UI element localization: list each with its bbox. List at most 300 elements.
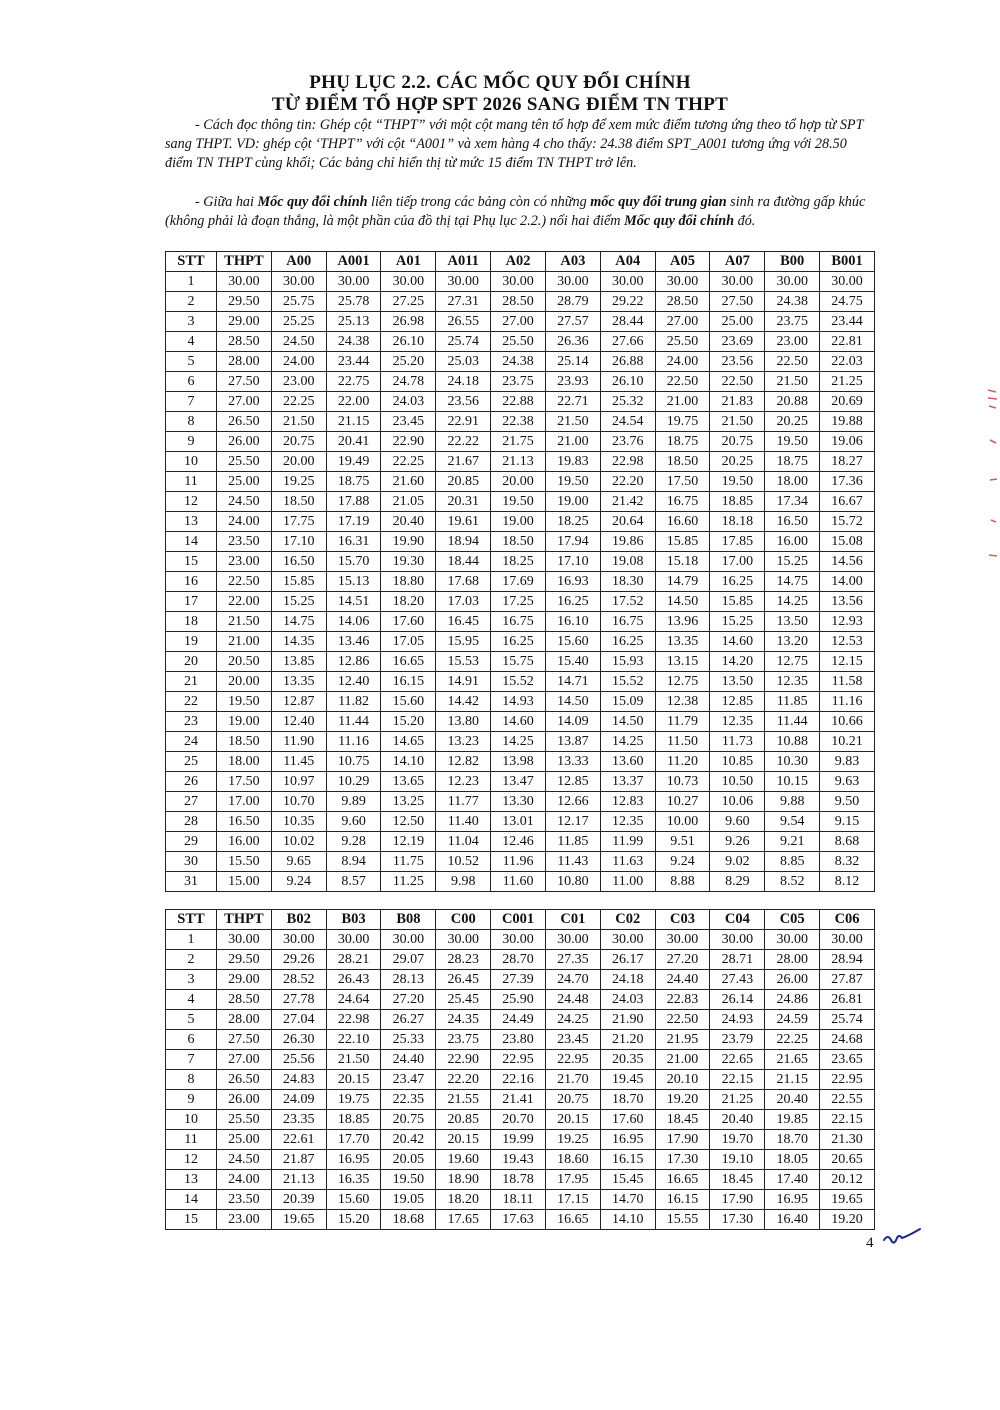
table-cell: 8.68	[820, 832, 875, 852]
table-cell: 22.25	[765, 1030, 820, 1050]
table-cell: 14.00	[820, 572, 875, 592]
table-cell: 19.50	[491, 492, 546, 512]
table-cell: 11	[166, 472, 217, 492]
table-cell: 18.45	[655, 1110, 710, 1130]
table-cell: 16.95	[765, 1190, 820, 1210]
table-cell: 24.48	[545, 990, 600, 1010]
table-cell: 19.10	[710, 1150, 765, 1170]
table-cell: 27.35	[545, 950, 600, 970]
table-cell: 20.42	[381, 1130, 436, 1150]
table-cell: 26.27	[381, 1010, 436, 1030]
table-cell: 22.55	[820, 1090, 875, 1110]
table-cell: 12.35	[600, 812, 655, 832]
table-cell: 19.00	[545, 492, 600, 512]
table-cell: 24.75	[820, 292, 875, 312]
table-cell: 24.00	[655, 352, 710, 372]
table-cell: 22.38	[491, 412, 546, 432]
table-cell: 10.97	[271, 772, 326, 792]
table-cell: 28.23	[436, 950, 491, 970]
table-row	[166, 492, 875, 512]
table-cell: 26.14	[710, 990, 765, 1010]
table-row	[166, 872, 875, 892]
table-cell: 26.36	[545, 332, 600, 352]
table-cell: 27.20	[655, 950, 710, 970]
table-cell: 26.55	[436, 312, 491, 332]
table-cell: 16.50	[765, 512, 820, 532]
table-cell: 15.45	[600, 1170, 655, 1190]
table-cell: 22.16	[491, 1070, 546, 1090]
table-cell: 20.75	[381, 1110, 436, 1130]
table-cell: 15.25	[765, 552, 820, 572]
table-row	[166, 512, 875, 532]
table-cell: 24.38	[491, 352, 546, 372]
table-cell: 13.30	[491, 792, 546, 812]
column-header: THPT	[217, 252, 272, 272]
table-cell: 18.70	[765, 1130, 820, 1150]
table-cell: 22.95	[491, 1050, 546, 1070]
table-row	[166, 672, 875, 692]
table-cell: 14.70	[600, 1190, 655, 1210]
table-cell: 20.00	[271, 452, 326, 472]
table-row	[166, 452, 875, 472]
table-cell: 8.94	[326, 852, 381, 872]
table-cell: 11.40	[436, 812, 491, 832]
table-cell: 30.00	[820, 272, 875, 292]
table-cell: 27.31	[436, 292, 491, 312]
column-header: A011	[436, 252, 491, 272]
table-cell: 17.65	[436, 1210, 491, 1230]
table-cell: 12.66	[545, 792, 600, 812]
table-cell: 30.00	[655, 272, 710, 292]
table-cell: 17.34	[765, 492, 820, 512]
table-cell: 8.57	[326, 872, 381, 892]
table-cell: 11.16	[820, 692, 875, 712]
table-cell: 24.93	[710, 1010, 765, 1030]
table-cell: 22.00	[217, 592, 272, 612]
table-cell: 21.50	[765, 372, 820, 392]
table-cell: 15.55	[655, 1210, 710, 1230]
table-row	[166, 1030, 875, 1050]
table-cell: 21.70	[545, 1070, 600, 1090]
table-cell: 15.95	[436, 632, 491, 652]
table-row	[166, 1070, 875, 1090]
table-cell: 23.00	[765, 332, 820, 352]
table-cell: 19.05	[381, 1190, 436, 1210]
table-cell: 20.10	[655, 1070, 710, 1090]
table-cell: 13.23	[436, 732, 491, 752]
table-cell: 24.00	[217, 1170, 272, 1190]
table-cell: 28.70	[491, 950, 546, 970]
table-cell: 9.83	[820, 752, 875, 772]
table-cell: 22.25	[271, 392, 326, 412]
table-cell: 15.40	[545, 652, 600, 672]
table-cell: 14.09	[545, 712, 600, 732]
table-cell: 13.37	[600, 772, 655, 792]
note-bold-3: Mốc quy đổi chính	[624, 213, 735, 229]
column-header: A03	[545, 252, 600, 272]
column-header: B00	[765, 252, 820, 272]
table-cell: 29.07	[381, 950, 436, 970]
column-header: B03	[326, 910, 381, 930]
table-cell: 28.50	[655, 292, 710, 312]
table-cell: 28.94	[820, 950, 875, 970]
table-cell: 14.79	[655, 572, 710, 592]
table-cell: 30.00	[820, 930, 875, 950]
table-cell: 18.78	[491, 1170, 546, 1190]
table-cell: 10.50	[710, 772, 765, 792]
table-cell: 27.20	[381, 990, 436, 1010]
column-header: C04	[710, 910, 765, 930]
table-cell: 9.24	[655, 852, 710, 872]
table-cell: 3	[166, 970, 217, 990]
table-cell: 28.00	[765, 950, 820, 970]
table-cell: 24.64	[326, 990, 381, 1010]
table-cell: 24.18	[600, 970, 655, 990]
table-cell: 18.27	[820, 452, 875, 472]
note-text-1: - Giữa hai	[195, 194, 258, 210]
table-row	[166, 352, 875, 372]
table-cell: 22.50	[710, 372, 765, 392]
table-cell: 22.65	[710, 1050, 765, 1070]
table-cell: 30.00	[655, 930, 710, 950]
table-cell: 27.50	[217, 372, 272, 392]
table-cell: 27.00	[217, 1050, 272, 1070]
table-cell: 13.65	[381, 772, 436, 792]
table-cell: 22.22	[436, 432, 491, 452]
table-cell: 16	[166, 572, 217, 592]
table-cell: 9	[166, 1090, 217, 1110]
table-cell: 14.56	[820, 552, 875, 572]
table-cell: 10.52	[436, 852, 491, 872]
table-cell: 12.87	[271, 692, 326, 712]
table-cell: 16.40	[765, 1210, 820, 1230]
table-cell: 16.25	[545, 592, 600, 612]
table-cell: 27.39	[491, 970, 546, 990]
table-cell: 16.45	[436, 612, 491, 632]
table-cell: 27.43	[710, 970, 765, 990]
table-cell: 13.20	[765, 632, 820, 652]
table-cell: 24.38	[765, 292, 820, 312]
table-cell: 16.25	[600, 632, 655, 652]
table-cell: 25.90	[491, 990, 546, 1010]
table-cell: 11.43	[545, 852, 600, 872]
table-cell: 14.20	[710, 652, 765, 672]
table-cell: 17.05	[381, 632, 436, 652]
table-cell: 24.49	[491, 1010, 546, 1030]
table-cell: 21.00	[655, 392, 710, 412]
table-cell: 18.20	[381, 592, 436, 612]
table-cell: 19.25	[545, 1130, 600, 1150]
table-cell: 18.75	[655, 432, 710, 452]
table-cell: 9.02	[710, 852, 765, 872]
table-cell: 20.12	[820, 1170, 875, 1190]
column-header: C02	[600, 910, 655, 930]
table-cell: 7	[166, 392, 217, 412]
table-cell: 11.16	[326, 732, 381, 752]
table-cell: 10.30	[765, 752, 820, 772]
table-cell: 18.00	[217, 752, 272, 772]
table-cell: 11	[166, 1130, 217, 1150]
table-cell: 9	[166, 432, 217, 452]
table-cell: 30.00	[381, 272, 436, 292]
table-cell: 23.93	[545, 372, 600, 392]
table-cell: 20.40	[710, 1110, 765, 1130]
table-cell: 17.63	[491, 1210, 546, 1230]
table-cell: 12.17	[545, 812, 600, 832]
table-cell: 21.95	[655, 1030, 710, 1050]
table-cell: 12.85	[545, 772, 600, 792]
table-cell: 24.78	[381, 372, 436, 392]
table-cell: 11.85	[545, 832, 600, 852]
table-cell: 18.00	[765, 472, 820, 492]
table-cell: 22.75	[326, 372, 381, 392]
table-cell: 18.50	[217, 732, 272, 752]
table-cell: 19.60	[436, 1150, 491, 1170]
table-cell: 10.29	[326, 772, 381, 792]
table-cell: 11.82	[326, 692, 381, 712]
table-cell: 22.88	[491, 392, 546, 412]
table-cell: 10.75	[326, 752, 381, 772]
table-cell: 18.50	[491, 532, 546, 552]
note-text-4: đó.	[734, 213, 756, 229]
table-cell: 27.57	[545, 312, 600, 332]
table-cell: 17.68	[436, 572, 491, 592]
table-cell: 15.53	[436, 652, 491, 672]
table-cell: 14	[166, 532, 217, 552]
table-cell: 17.85	[710, 532, 765, 552]
table-cell: 23.50	[217, 1190, 272, 1210]
table-cell: 20.35	[600, 1050, 655, 1070]
table-cell: 15	[166, 552, 217, 572]
table-cell: 30.00	[217, 930, 272, 950]
table-cell: 23.47	[381, 1070, 436, 1090]
table-cell: 11.25	[381, 872, 436, 892]
table-cell: 9.88	[765, 792, 820, 812]
table-cell: 22.90	[436, 1050, 491, 1070]
table-cell: 25.00	[710, 312, 765, 332]
table-cell: 21.65	[765, 1050, 820, 1070]
table-cell: 14.25	[765, 592, 820, 612]
table-cell: 13.46	[326, 632, 381, 652]
table-row	[166, 1090, 875, 1110]
table-cell: 25.50	[217, 452, 272, 472]
table-cell: 27.78	[271, 990, 326, 1010]
table-cell: 29.00	[217, 312, 272, 332]
table-cell: 14.60	[491, 712, 546, 732]
table-cell: 22.95	[545, 1050, 600, 1070]
table-row	[166, 1130, 875, 1150]
table-header-row	[166, 910, 875, 930]
table-cell: 15.60	[545, 632, 600, 652]
table-cell: 21.60	[381, 472, 436, 492]
column-header: C06	[820, 910, 875, 930]
table-cell: 21.83	[710, 392, 765, 412]
table-cell: 27.50	[217, 1030, 272, 1050]
table-cell: 17.88	[326, 492, 381, 512]
table-cell: 26.00	[217, 432, 272, 452]
table-cell: 10	[166, 452, 217, 472]
table-cell: 21.15	[765, 1070, 820, 1090]
table-cell: 28.00	[217, 1010, 272, 1030]
table-cell: 21.41	[491, 1090, 546, 1110]
table-cell: 21.13	[271, 1170, 326, 1190]
table-cell: 16.65	[545, 1210, 600, 1230]
table-cell: 16.95	[326, 1150, 381, 1170]
table-cell: 14.71	[545, 672, 600, 692]
table-cell: 23.75	[491, 372, 546, 392]
table-cell: 30.00	[545, 272, 600, 292]
table-cell: 20	[166, 652, 217, 672]
note-text-2: liên tiếp trong các bảng còn có những	[367, 194, 591, 210]
table-cell: 26.88	[600, 352, 655, 372]
table-cell: 17.94	[545, 532, 600, 552]
table-cell: 12.40	[271, 712, 326, 732]
table-row	[166, 392, 875, 412]
table-cell: 21.50	[710, 412, 765, 432]
table-cell: 17.00	[710, 552, 765, 572]
table-cell: 25.50	[655, 332, 710, 352]
table-row	[166, 692, 875, 712]
table-cell: 25.74	[436, 332, 491, 352]
table-cell: 11.58	[820, 672, 875, 692]
table-cell: 25.00	[217, 1130, 272, 1150]
table-cell: 25.56	[271, 1050, 326, 1070]
table-cell: 12.85	[710, 692, 765, 712]
table-cell: 15.20	[381, 712, 436, 732]
table-cell: 24.83	[271, 1070, 326, 1090]
table-cell: 20.25	[765, 412, 820, 432]
table-cell: 16.10	[545, 612, 600, 632]
table-cell: 28.44	[600, 312, 655, 332]
table-cell: 30.00	[326, 930, 381, 950]
column-header: A00	[271, 252, 326, 272]
table-cell: 30	[166, 852, 217, 872]
table-cell: 16.75	[491, 612, 546, 632]
table-cell: 22.98	[600, 452, 655, 472]
table-cell: 21.55	[436, 1090, 491, 1110]
table-cell: 6	[166, 1030, 217, 1050]
table-cell: 14.42	[436, 692, 491, 712]
table-cell: 7	[166, 1050, 217, 1070]
table-cell: 30.00	[765, 272, 820, 292]
table-cell: 29.26	[271, 950, 326, 970]
table-cell: 18.11	[491, 1190, 546, 1210]
table-cell: 24.50	[217, 1150, 272, 1170]
column-header: C00	[436, 910, 491, 930]
table-row	[166, 1170, 875, 1190]
table-cell: 29.00	[217, 970, 272, 990]
table-cell: 18.50	[655, 452, 710, 472]
table-cell: 20.88	[765, 392, 820, 412]
table-cell: 23.75	[436, 1030, 491, 1050]
table-cell: 15.13	[326, 572, 381, 592]
table-cell: 28.13	[381, 970, 436, 990]
table-cell: 19.50	[710, 472, 765, 492]
table-cell: 8.52	[765, 872, 820, 892]
table-cell: 19.61	[436, 512, 491, 532]
table-row	[166, 272, 875, 292]
table-cell: 28.00	[217, 352, 272, 372]
table-cell: 21.05	[381, 492, 436, 512]
table-cell: 17.25	[491, 592, 546, 612]
table-cell: 19.99	[491, 1130, 546, 1150]
table-cell: 10.70	[271, 792, 326, 812]
table-cell: 13.50	[765, 612, 820, 632]
table-cell: 19.20	[820, 1210, 875, 1230]
table-cell: 25.32	[600, 392, 655, 412]
table-cell: 22.00	[326, 392, 381, 412]
table-cell: 14.60	[710, 632, 765, 652]
table-cell: 22.50	[655, 372, 710, 392]
table-cell: 9.98	[436, 872, 491, 892]
table-cell: 13.56	[820, 592, 875, 612]
table-cell: 22.81	[820, 332, 875, 352]
table-row	[166, 1110, 875, 1130]
table-cell: 25.45	[436, 990, 491, 1010]
table-cell: 21.00	[217, 632, 272, 652]
table-cell: 25.50	[217, 1110, 272, 1130]
table-cell: 13.50	[710, 672, 765, 692]
table-cell: 28.52	[271, 970, 326, 990]
table-cell: 24.70	[545, 970, 600, 990]
table-cell: 24.35	[436, 1010, 491, 1030]
table-cell: 19.45	[600, 1070, 655, 1090]
table-cell: 23.75	[765, 312, 820, 332]
table-cell: 19.43	[491, 1150, 546, 1170]
table-cell: 18.50	[271, 492, 326, 512]
table-cell: 14.93	[491, 692, 546, 712]
table-cell: 26.50	[217, 1070, 272, 1090]
table-cell: 21.00	[545, 432, 600, 452]
note-bold-2: mốc quy đổi trung gian	[590, 194, 727, 210]
table-cell: 22.91	[436, 412, 491, 432]
table-cell: 17.75	[271, 512, 326, 532]
table-cell: 13.35	[271, 672, 326, 692]
table-cell: 9.51	[655, 832, 710, 852]
table-cell: 14.65	[381, 732, 436, 752]
table-cell: 11.20	[655, 752, 710, 772]
table-cell: 26.50	[217, 412, 272, 432]
margin-marks	[985, 380, 1000, 580]
table-cell: 14.35	[271, 632, 326, 652]
table-cell: 20.75	[271, 432, 326, 452]
table-cell: 19.06	[820, 432, 875, 452]
table-cell: 26.43	[326, 970, 381, 990]
table-row	[166, 1190, 875, 1210]
table-cell: 16.15	[381, 672, 436, 692]
table-cell: 11.60	[491, 872, 546, 892]
table-cell: 16.31	[326, 532, 381, 552]
table-cell: 20.40	[765, 1090, 820, 1110]
table-row	[166, 332, 875, 352]
table-cell: 26.98	[381, 312, 436, 332]
table-row	[166, 592, 875, 612]
table-cell: 10.80	[545, 872, 600, 892]
table-cell: 17.40	[765, 1170, 820, 1190]
table-cell: 19.20	[655, 1090, 710, 1110]
table-cell: 17.60	[381, 612, 436, 632]
table-cell: 14.75	[271, 612, 326, 632]
table-cell: 31	[166, 872, 217, 892]
table-cell: 20.75	[545, 1090, 600, 1110]
table-cell: 11.45	[271, 752, 326, 772]
table-row	[166, 712, 875, 732]
table-cell: 11.44	[326, 712, 381, 732]
table-cell: 30.00	[217, 272, 272, 292]
table-cell: 12.40	[326, 672, 381, 692]
table-cell: 24.03	[381, 392, 436, 412]
table-cell: 24	[166, 732, 217, 752]
